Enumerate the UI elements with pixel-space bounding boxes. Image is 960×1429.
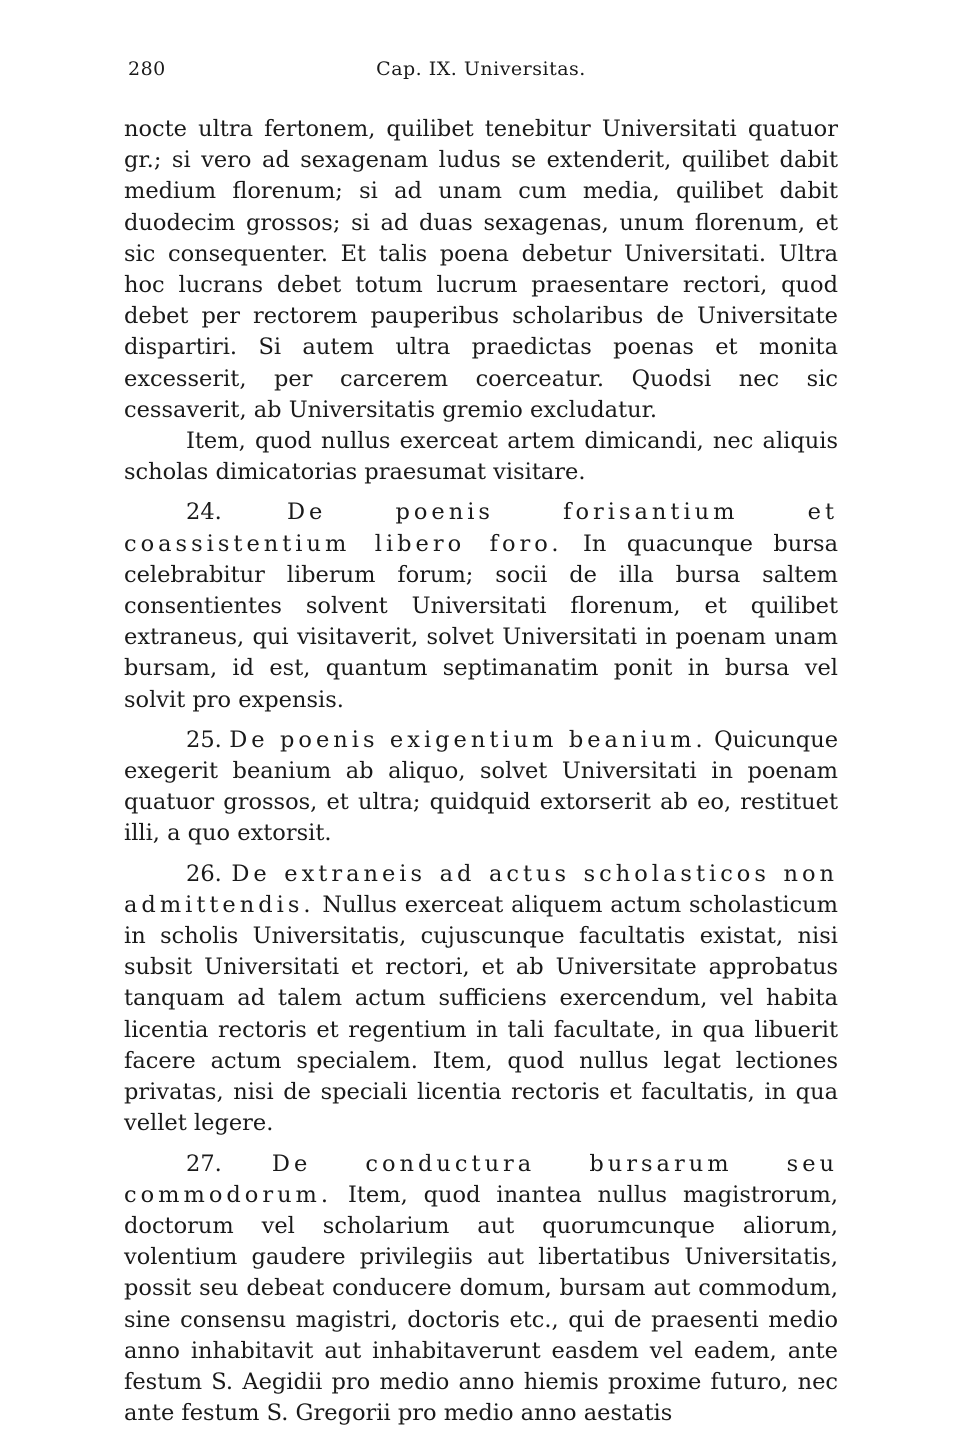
paragraph-item bbox=[124, 426, 838, 488]
section-heading: De conductura bursarum seu commodorum. bbox=[124, 1151, 838, 1208]
body-text bbox=[124, 114, 838, 1429]
section-number: 26. bbox=[186, 861, 222, 887]
running-title: Cap. IX. Universitas. bbox=[124, 58, 838, 80]
paragraph-text: nocte ultra fertonem, quilibet tenebitur Universitati quatuor gr.; si vero ad sexagenam ludus se extenderit, quilibet dabit medium florenum; si ad unam cum media, quilibet dabit duodecim grossos; si ad duas sexagenas, unum florenum, et sic consequenter. Et talis poena debetur Universitati. Ultra hoc lucrans debet totum lucrum praesentare rectori, quod debet per rectorem pauperibus scholaribus de Universitate dispartiri. Si autem ultra praedictas poenas et monita excesserit, per carcerem coerceatur. Quodsi nec sic cessaverit, ab Universitatis gremio excludatur. bbox=[124, 116, 838, 423]
section-24 bbox=[124, 497, 838, 715]
section-text: Nullus exerceat aliquem actum scholasticum in scholis Universitatis, cujuscunque facultatis existat, nisi subsit Universitati et rectori, et ab Universitate approbatus tanquam ad talem actum sufficiens exercendum, vel habita licentia rectoris et regentium in tali facultate, in qua libuerit facere actum specialem. Item, quod nullus legat lectiones privatas, nisi de speciali licentia rectoris et facultatis, in qua vellet legere. bbox=[124, 892, 838, 1136]
page-number: 280 bbox=[128, 58, 166, 80]
running-head bbox=[124, 58, 838, 90]
section-heading: De extraneis ad actus scholasticos non admittendis. bbox=[124, 861, 838, 918]
section-text: Quicunque exegerit beanium ab aliquo, solvet Universitati in poenam quatuor grossos, et ultra; quidquid extorserit ab eo, restituet illi, a quo extorsit. bbox=[124, 727, 838, 847]
section-heading: De poenis forisantium et coassistentium libero foro. bbox=[124, 499, 838, 556]
section-26 bbox=[124, 859, 838, 1140]
section-number: 24. bbox=[186, 499, 222, 525]
section-27 bbox=[124, 1149, 838, 1429]
section-heading: De poenis exigentium beanium. bbox=[229, 727, 706, 753]
section-25 bbox=[124, 725, 838, 850]
section-text: In quacunque bursa celebrabitur liberum forum; socii de illa bursa saltem consentientes solvent Universitati florenum, et quilibet extraneus, qui visitaverit, solvet Universitati in poenam unam bursam, id est, quantum septimanatim ponit in bursa vel solvit pro expensis. bbox=[124, 531, 838, 713]
paragraph-continuation bbox=[124, 114, 838, 426]
section-number: 25. bbox=[186, 727, 222, 753]
section-number: 27. bbox=[186, 1151, 222, 1177]
section-text: Item, quod inantea nullus magistrorum, doctorum vel scholarium aut quorumcunque aliorum, volentium gaudere privilegiis aut libertatibus Universitatis, possit seu debeat conducere domum, bursam aut commodum, sine consensu magistri, doctoris etc., qui de praesenti medio anno inhabitavit aut inhabitaverunt easdem vel eadem, ante festum S. Aegidii pro medio anno hiemis proxime futuro, nec ante festum S. Gregorii pro medio anno aestatis bbox=[124, 1182, 838, 1426]
book-page bbox=[124, 58, 838, 1429]
paragraph-text: Item, quod nullus exerceat artem dimicandi, nec aliquis scholas dimicatorias praesumat visitare. bbox=[124, 428, 838, 485]
